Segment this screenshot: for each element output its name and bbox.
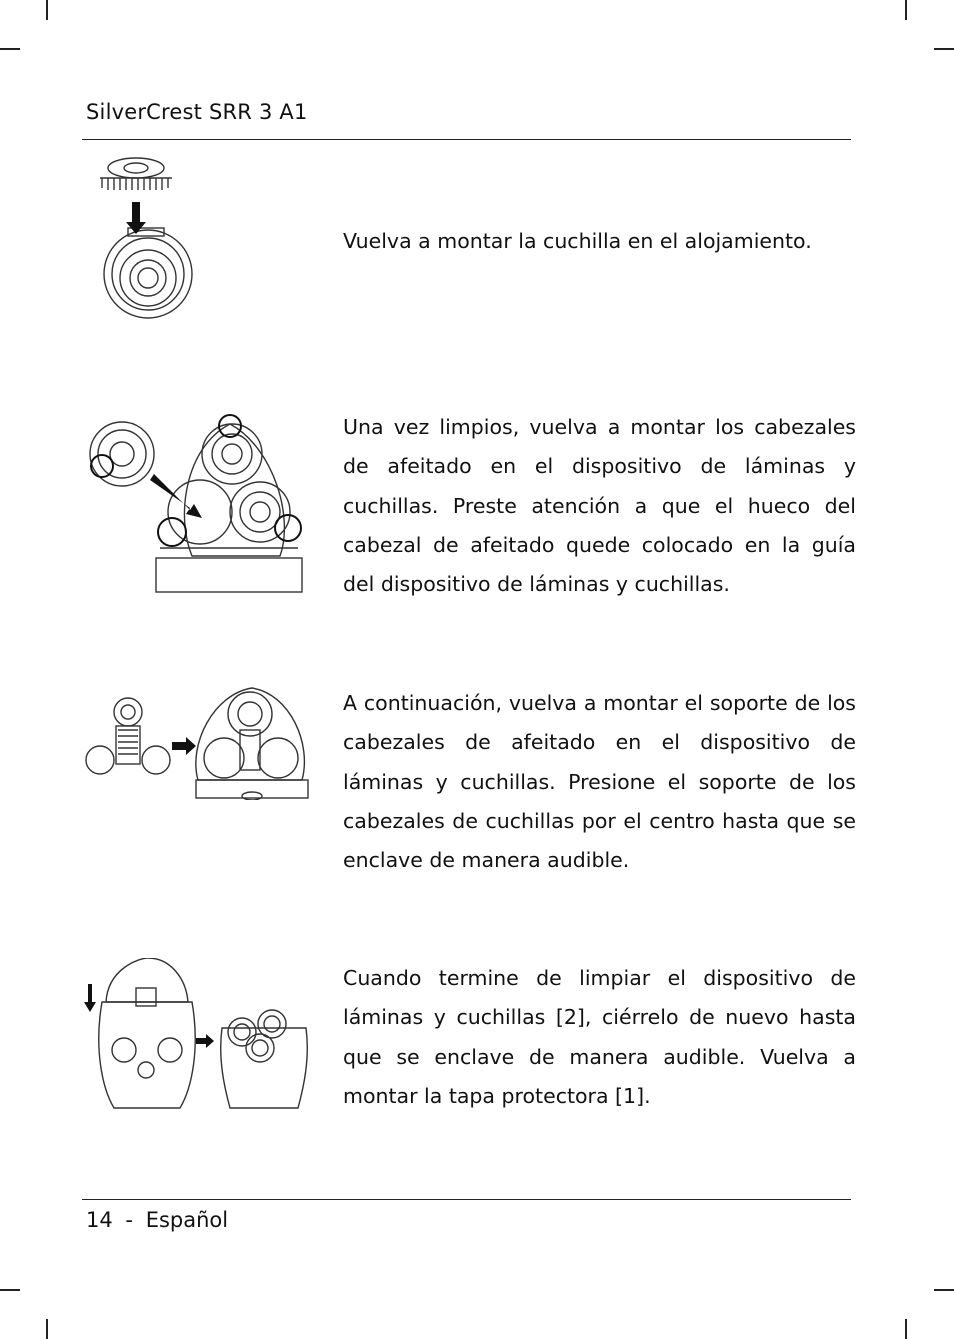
step-2-text: Una vez limpios, vuelva a montar los cabezales de afeitado en el dispositivo de láminas y cuchillas. Preste atención a que el hueco del cabezal de afeitado quede colocado en la guía del dispositivo de láminas y cuchillas. bbox=[343, 415, 856, 597]
footer-separator: - bbox=[125, 1208, 133, 1232]
shaving-heads-into-frame-illustration bbox=[84, 408, 306, 594]
crop-mark bbox=[0, 1289, 20, 1291]
head-holder-mount-illustration bbox=[84, 684, 310, 800]
step-1-text: Vuelva a montar la cuchilla en el alojamiento. bbox=[343, 229, 812, 253]
crop-mark bbox=[46, 0, 48, 20]
page-number: 14 bbox=[86, 1208, 113, 1232]
footer-language: Español bbox=[145, 1208, 229, 1232]
crop-mark bbox=[905, 1319, 907, 1339]
crop-mark bbox=[0, 48, 20, 50]
step-3-text: A continuación, vuelva a montar el soporte de los cabezales de afeitado en el dispositivo de láminas y cuchillas. Presione el soporte de los cabezales de cuchillas por el centro hasta que se enclave de manera audible. bbox=[343, 691, 856, 873]
step-4-text: Cuando termine de limpiar el dispositivo de láminas y cuchillas [2], ciérrelo de nuevo hasta que se enclave de manera audible. Vuelva a montar la tapa protectora [1]. bbox=[343, 966, 856, 1108]
page-header-title: SilverCrest SRR 3 A1 bbox=[86, 100, 308, 124]
crop-mark bbox=[46, 1319, 48, 1339]
page-footer bbox=[86, 1208, 228, 1232]
close-shaver-head-illustration bbox=[84, 958, 310, 1112]
footer-rule bbox=[82, 1199, 851, 1200]
crop-mark bbox=[934, 1289, 954, 1291]
cutter-into-housing-illustration bbox=[84, 150, 194, 328]
crop-mark bbox=[905, 0, 907, 20]
crop-mark bbox=[934, 48, 954, 50]
header-rule bbox=[82, 139, 851, 140]
